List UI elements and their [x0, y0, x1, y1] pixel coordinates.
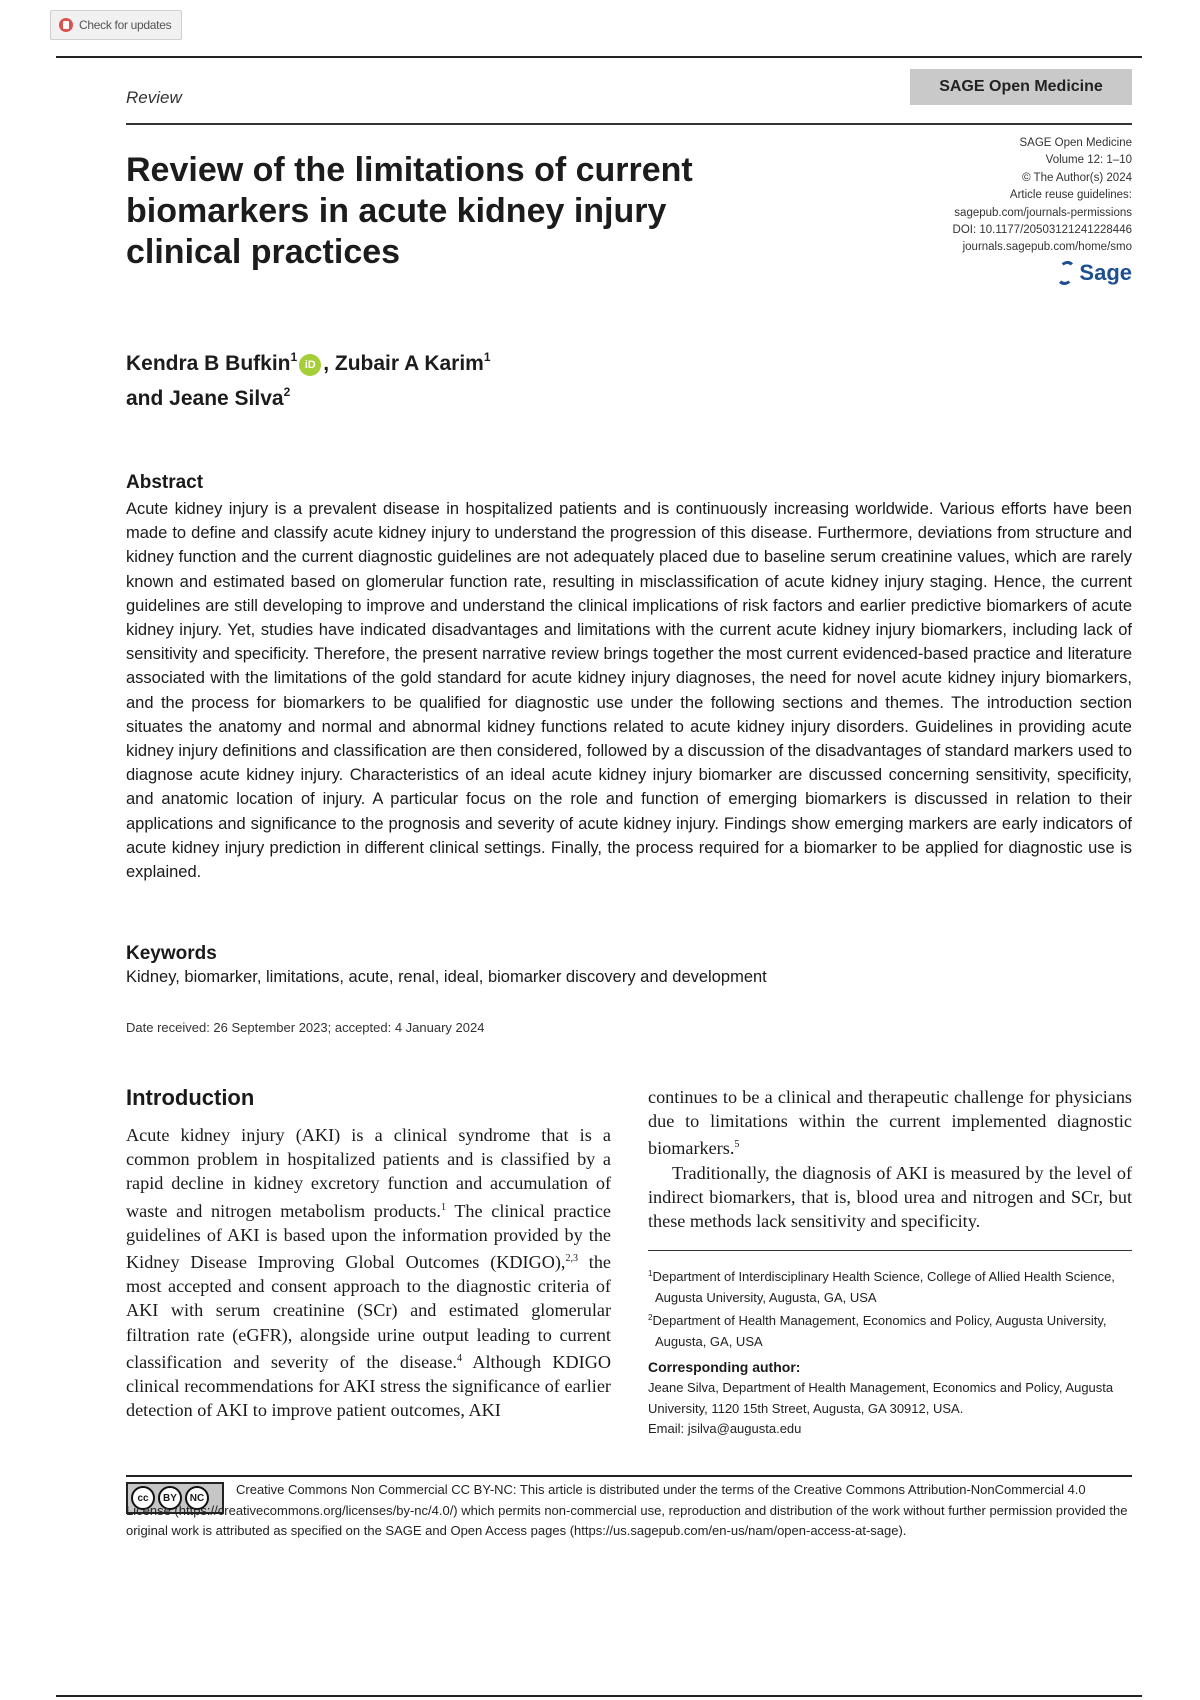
- author-name[interactable]: Kendra B Bufkin: [126, 352, 291, 375]
- intro-text: Although KDIGO clinical recommendations for AKI stress the significance of earlier detection of AKI to improve patient outcomes, AKI: [126, 1351, 611, 1421]
- dates-received: Date received: 26 September 2023; accepted: 4 January 2024: [126, 1020, 485, 1035]
- license-text: Creative Commons Non Commercial CC BY-NC: This article is distributed under the terms of the Creative Commons Attribution-NonCommercial 4.0 License (https://creativecommons.org/licenses/by-nc/4.0/) which permits non-commercial use, reproduction and distribution of the work without further permission provided the original work is attributed as specified on the SAGE and Open Access pages (https://us.sagepub.com/en-us/nam/open-access-at-sage).: [126, 1482, 1128, 1538]
- author-affil-sup: 1: [483, 350, 491, 364]
- affiliation-item: [648, 1264, 1132, 1308]
- article-title: Review of the limitations of current biomarkers in acute kidney injury clinical practices: [126, 151, 693, 271]
- intro-text: The clinical practice guidelines of AKI is based upon the information provided by the Kidney Disease Improving Global Outcomes (KDIGO),: [126, 1200, 611, 1273]
- citation-ref[interactable]: 2,3: [565, 1253, 578, 1265]
- introduction-heading: Introduction: [126, 1085, 255, 1110]
- footnote-divider: [648, 1250, 1132, 1251]
- introduction-column-left: [126, 1123, 611, 1422]
- author-affil-sup: 2: [283, 385, 291, 399]
- intro-text: Acute kidney injury (AKI) is a clinical syndrome that is a common problem in hospitalized patients and is classified by a rapid decline in kidney excretory function and accumulation of waste and nitrogen metabolism products.: [126, 1125, 611, 1221]
- header-divider: [126, 123, 1132, 125]
- affiliation-item: [648, 1308, 1132, 1352]
- citation-ref[interactable]: 5: [734, 1139, 740, 1151]
- introduction-column-right: [648, 1085, 1132, 1233]
- meta-reuse-label: Article reuse guidelines:: [1009, 189, 1132, 202]
- abstract-text: Acute kidney injury is a prevalent disease in hospitalized patients and is continuously increasing worldwide. Various efforts have been made to define and classify acute kidney injury to understand the progression of this disease. Furthermore, deviations from structure and kidney function and the current diagnostic guidelines are not adequately placed due to baseline serum creatinine values, which are rarely known and estimated based on glomerular function rate, resulting in misclassification of acute kidney injury staging. Hence, the current guidelines are still developing to improve and understand the clinical implications of risk factors and earlier predictive biomarkers of acute kidney injury. Yet, studies have indicated disadvantages and limitations with the current acute kidney injury biomarkers, including lack of sensitivity and specificity. Therefore, the present narrative review brings together the most current evidenced-based practice and literature associated with the limitations of the gold standard for acute kidney injury diagnoses, the need for novel acute kidney injury biomarkers, and the process for biomarkers to be qualified for diagnostic use under the following sections and themes. The introduction section situates the anatomy and normal and abnormal kidney functions related to acute kidney injury disorders. Guidelines in providing acute kidney injury definitions and classification are then considered, followed by a discussion of the disadvantages of standard markers used to diagnose acute kidney injury. Characteristics of an ideal acute kidney injury biomarker are discussed concerning sensitivity, specificity, and anatomic location of injury. A particular focus on the role and function of emerging biomarkers is discussed in relation to their applications and significance to the prognosis and severity of acute kidney injury. Findings show emerging markers are early indicators of acute kidney injury prediction in different clinical settings. Finally, the process required for a biomarker to be applied for diagnostic use is explained.: [126, 500, 1132, 882]
- sage-logo: [1058, 260, 1132, 286]
- check-for-updates-label: Check for updates: [79, 18, 172, 32]
- abstract-heading: Abstract: [126, 472, 204, 493]
- intro-text: continues to be a clinical and therapeutic challenge for physicians due to limitations within the current implemented diagnostic biomarkers.: [648, 1087, 1132, 1159]
- citation-ref[interactable]: 1: [440, 1201, 446, 1213]
- meta-reuse-link[interactable]: sagepub.com/journals-permissions: [954, 206, 1132, 219]
- keywords-text: Kidney, biomarker, limitations, acute, renal, ideal, biomarker discovery and development: [126, 968, 767, 986]
- article-type: Review: [126, 88, 182, 107]
- bottom-divider: [56, 1695, 1142, 1697]
- author-list: [126, 343, 491, 413]
- journal-badge: SAGE Open Medicine: [910, 69, 1132, 105]
- crossmark-icon: [59, 18, 73, 32]
- corresponding-author: [648, 1378, 1132, 1440]
- author-affil-sup: 1: [290, 350, 298, 364]
- top-divider: [56, 56, 1142, 58]
- corresponding-address: Jeane Silva, Department of Health Management, Economics and Policy, Augusta University, 1120 15th Street, Augusta, GA 30912, USA.: [648, 1380, 1114, 1416]
- keywords-heading: Keywords: [126, 943, 217, 964]
- meta-volume: Volume 12: 1–10: [1045, 154, 1132, 167]
- citation-ref[interactable]: 4: [456, 1352, 462, 1364]
- meta-doi[interactable]: DOI: 10.1177/20503121241228446: [952, 224, 1132, 237]
- affiliation-number: 2: [648, 1313, 653, 1322]
- corresponding-author-heading: Corresponding author:: [648, 1359, 801, 1375]
- meta-journal: SAGE Open Medicine: [1019, 137, 1132, 149]
- intro-paragraph: Traditionally, the diagnosis of AKI is measured by the level of indirect biomarkers, that is, blood urea and nitrogen and SCr, but these methods lack sensitivity and specificity.: [648, 1162, 1132, 1232]
- author-name[interactable]: Zubair A Karim: [334, 352, 484, 375]
- affiliation-number: 1: [648, 1269, 653, 1278]
- author-line-1: Kendra B Bufkin$^1$iD , Zubair A Karim$^1$: [126, 350, 491, 375]
- meta-copyright: © The Author(s) 2024: [1022, 171, 1132, 184]
- license-divider: [126, 1475, 1132, 1477]
- nc-icon: NC: [185, 1486, 209, 1510]
- cc-icon: cc: [131, 1486, 155, 1510]
- journal-meta: [953, 135, 1132, 257]
- intro-paragraph: [648, 1085, 1132, 1161]
- author-name[interactable]: and Jeane Silva: [126, 387, 284, 410]
- affiliations: [648, 1264, 1132, 1352]
- affiliation-text: Department of Interdisciplinary Health Science, College of Allied Health Science, Augusta University, Augusta, GA, USA: [652, 1269, 1115, 1305]
- author-line-2: [126, 378, 491, 413]
- orcid-icon[interactable]: iD: [299, 354, 321, 376]
- sage-logo-text: Sage: [1079, 260, 1132, 285]
- affiliation-text: Department of Health Management, Economics and Policy, Augusta University, Augusta, GA, USA: [652, 1313, 1107, 1349]
- meta-journal-link[interactable]: journals.sagepub.com/home/smo: [962, 241, 1132, 254]
- sage-s-icon: [1057, 261, 1076, 285]
- corresponding-email[interactable]: Email: jsilva@augusta.edu: [648, 1421, 802, 1436]
- check-for-updates-button[interactable]: [50, 10, 182, 40]
- intro-text: the most accepted and consent approach to the diagnostic criteria of AKI with serum creatinine (SCr) and estimated glomerular filtration rate (eGFR), alongside urine output leading to current classification and severity of the disease.: [126, 1252, 611, 1372]
- by-icon: BY: [158, 1486, 182, 1510]
